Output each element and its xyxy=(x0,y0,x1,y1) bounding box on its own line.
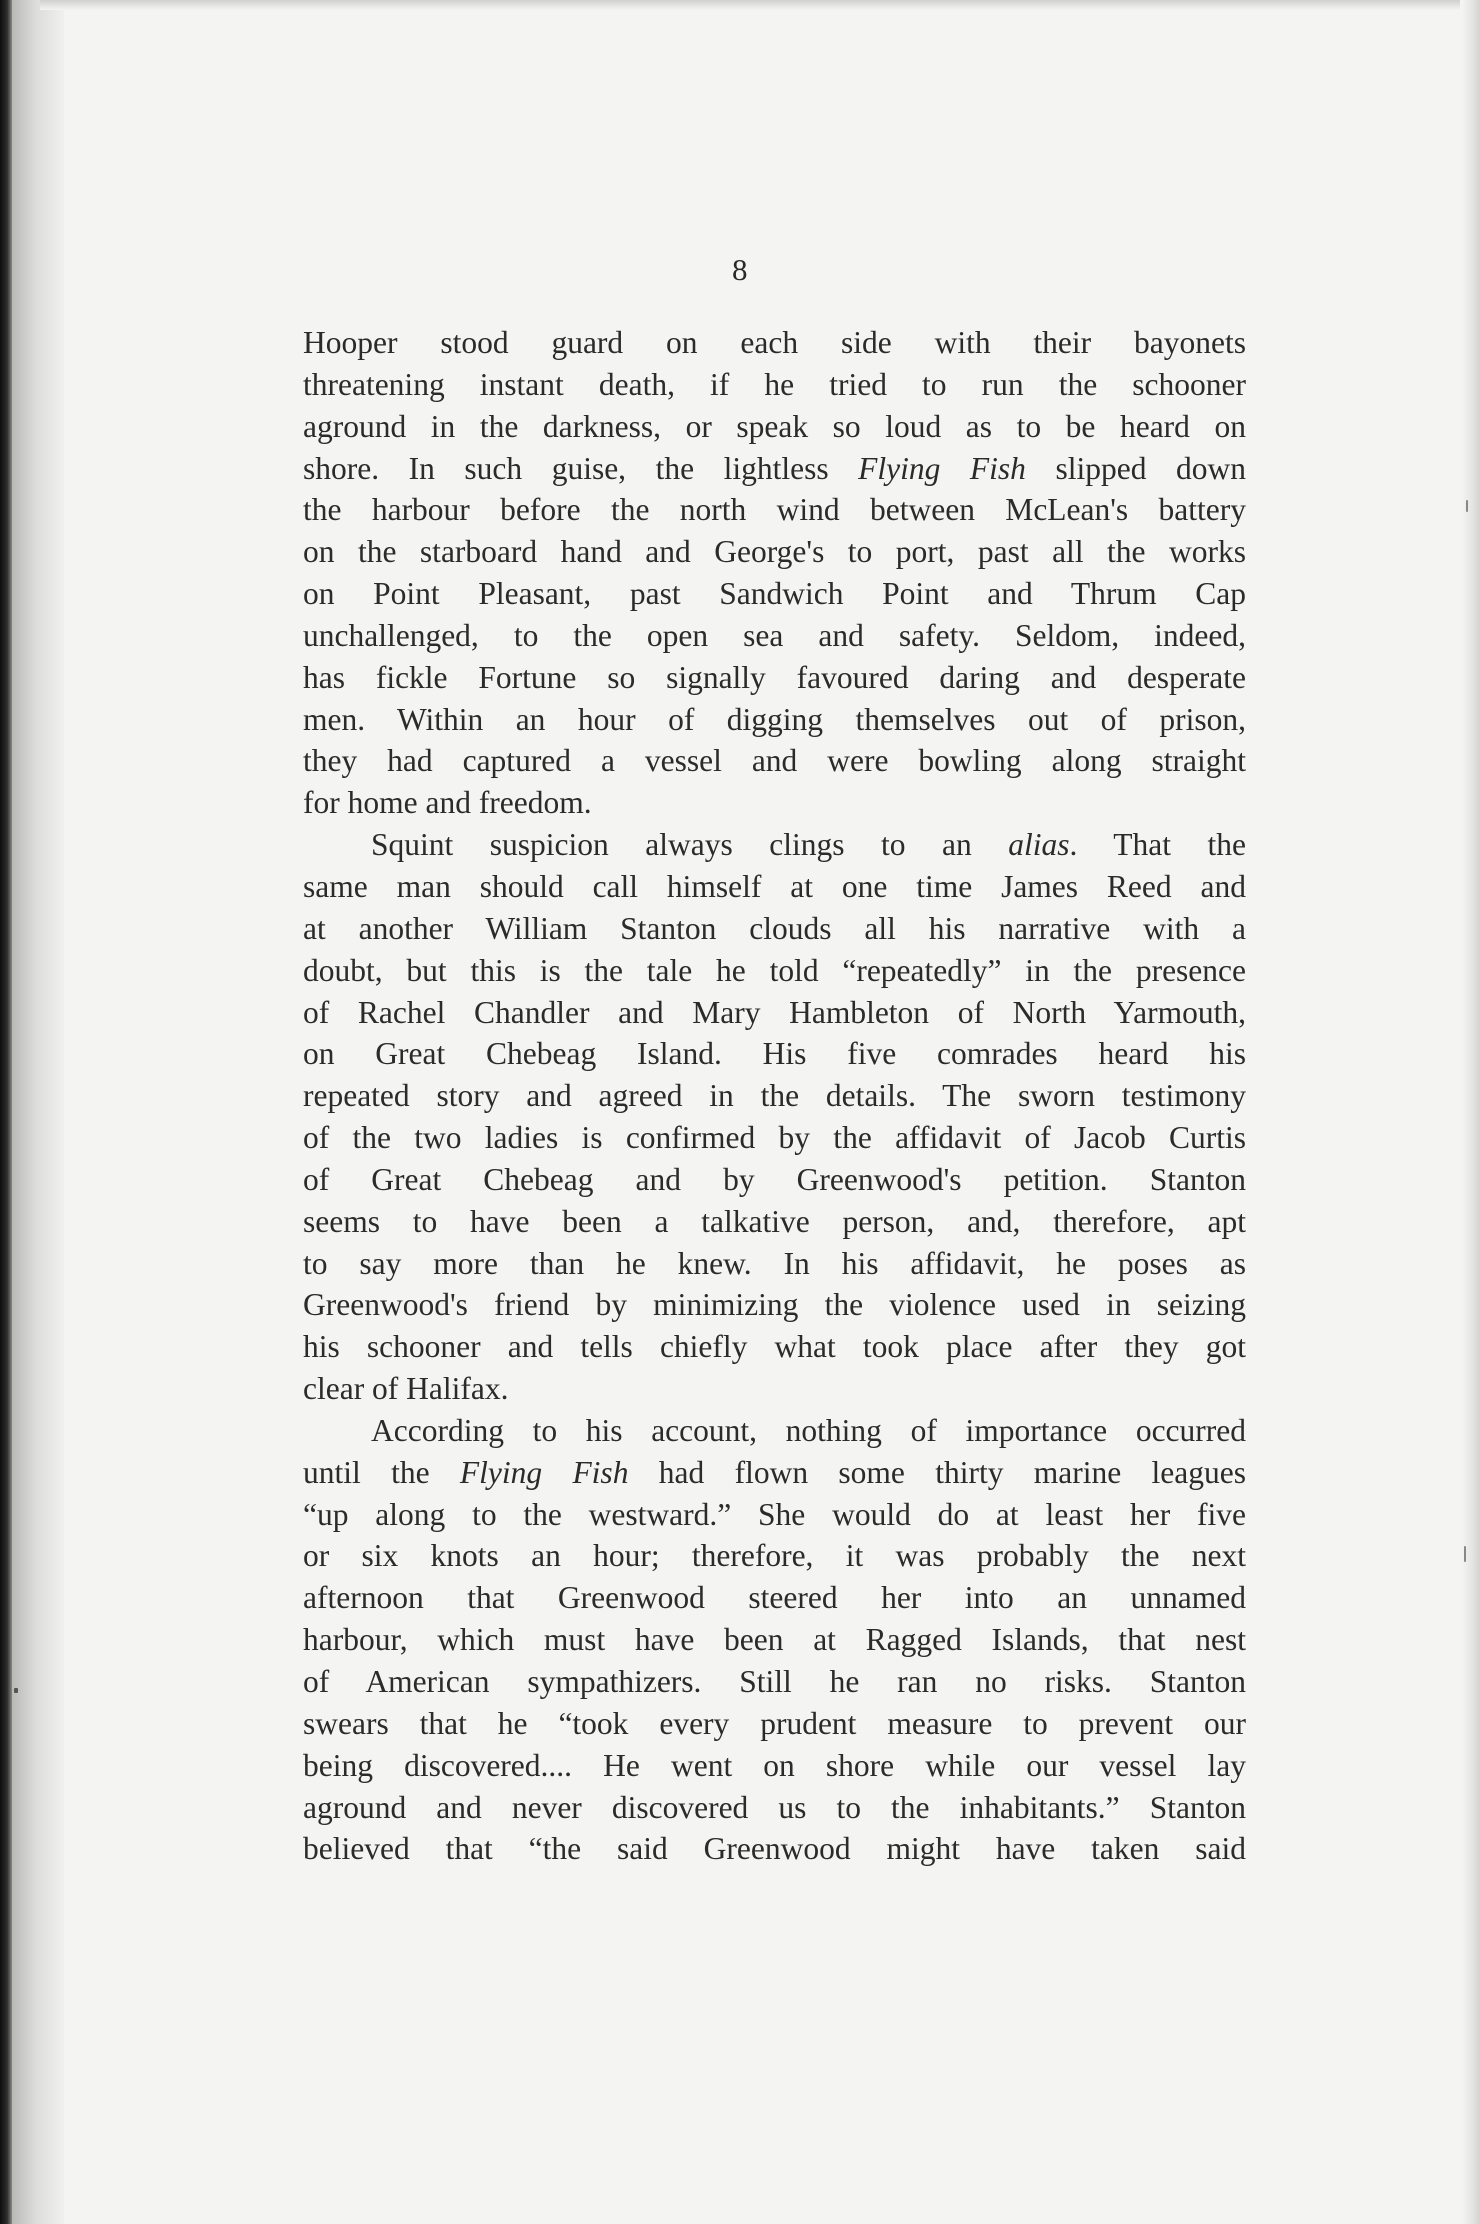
text-line: seems to have been a talkative person, and, therefore, apt xyxy=(303,1203,1246,1239)
text-line: on Great Chebeag Island. His five comrades heard his xyxy=(303,1036,1246,1072)
book-spine xyxy=(0,0,12,2224)
scan-speck xyxy=(1466,500,1468,512)
text-line: for home and freedom. xyxy=(303,785,592,821)
text-line xyxy=(303,448,1246,490)
text-line: his schooner and tells chiefly what took place after they got xyxy=(303,1329,1246,1365)
text-line: of Rachel Chandler and Mary Hambleton of North Yarmouth, xyxy=(303,994,1246,1030)
text-line xyxy=(303,1452,1246,1494)
text-run: Squint suspicion always clings to an xyxy=(371,827,1009,863)
text-line: they had captured a vessel and were bowling along straight xyxy=(303,743,1246,779)
page-right-edge xyxy=(1462,0,1480,2224)
italic-ship-name: Flying Fish xyxy=(858,450,1026,486)
text-line: Greenwood's friend by minimizing the violence used in seizing xyxy=(303,1287,1246,1323)
text-line: “up along to the westward.” She would do at least her five xyxy=(303,1496,1246,1532)
italic-ship-name: Flying Fish xyxy=(459,1454,629,1490)
text-line: aground in the darkness, or speak so loud as to be heard on xyxy=(303,408,1246,444)
text-line: afternoon that Greenwood steered her into an unnamed xyxy=(303,1580,1246,1616)
text-line: clear of Halifax. xyxy=(303,1371,509,1407)
text-line: has fickle Fortune so signally favoured daring and desperate xyxy=(303,659,1246,695)
text-line: being discovered.... He went on shore while our vessel lay xyxy=(303,1747,1246,1783)
page-top-edge xyxy=(40,0,1460,10)
text-line: the harbour before the north wind between McLean's battery xyxy=(303,492,1246,528)
text-line: Hooper stood guard on each side with their bayonets xyxy=(303,325,1246,360)
text-line: or six knots an hour; therefore, it was probably the next xyxy=(303,1538,1246,1574)
text-line: to say more than he knew. In his affidavit, he poses as xyxy=(303,1245,1246,1281)
text-line: swears that he “took every prudent measure to prevent our xyxy=(303,1705,1246,1741)
text-run: shore. In such guise, the lightless xyxy=(303,450,859,486)
text-run: had flown some thirty marine leagues xyxy=(628,1454,1246,1490)
text-line: at another William Stanton clouds all his narrative with a xyxy=(303,910,1246,946)
body-text xyxy=(303,322,1246,1870)
text-line: unchallenged, to the open sea and safety. Seldom, indeed, xyxy=(303,617,1246,653)
text-line: doubt, but this is the tale he told “repeatedly” in the presence xyxy=(303,952,1246,988)
gutter-shadow xyxy=(12,0,64,2224)
italic-word: alias xyxy=(1008,827,1070,863)
text-line: According to his account, nothing of importance occurred xyxy=(371,1412,1246,1448)
text-line: on the starboard hand and George's to port, past all the works xyxy=(303,534,1246,570)
scan-speck xyxy=(14,1688,18,1693)
text-line: of Great Chebeag and by Greenwood's petition. Stanton xyxy=(303,1161,1246,1197)
text-run: until the xyxy=(303,1454,460,1490)
text-line: on Point Pleasant, past Sandwich Point and Thrum Cap xyxy=(303,576,1246,612)
text-line: believed that “the said Greenwood might have taken said xyxy=(303,1831,1246,1867)
text-line xyxy=(303,824,1246,866)
scan-speck xyxy=(1464,1546,1466,1562)
text-line: threatening instant death, if he tried to run the schooner xyxy=(303,366,1246,402)
text-run: slipped down xyxy=(1025,450,1246,486)
text-line: men. Within an hour of digging themselves out of prison, xyxy=(303,701,1246,737)
text-line: of the two ladies is confirmed by the affidavit of Jacob Curtis xyxy=(303,1120,1246,1156)
text-line: of American sympathizers. Still he ran no risks. Stanton xyxy=(303,1664,1246,1699)
page-number: 8 xyxy=(732,252,748,287)
text-line: same man should call himself at one time James Reed and xyxy=(303,868,1246,904)
text-line: repeated story and agreed in the details. The sworn testimony xyxy=(303,1078,1246,1114)
text-line: aground and never discovered us to the inhabitants.” Stanton xyxy=(303,1789,1246,1825)
text-run: . That the xyxy=(1069,827,1246,863)
text-line: harbour, which must have been at Ragged Islands, that nest xyxy=(303,1622,1246,1658)
